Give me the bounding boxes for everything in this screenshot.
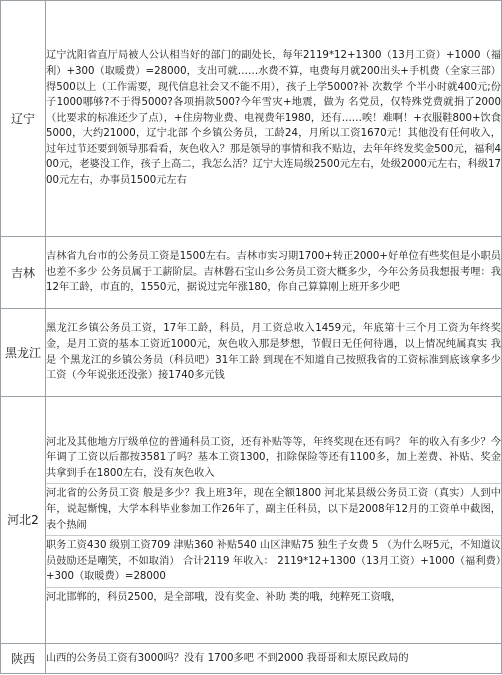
table-row — [1, 237, 502, 309]
table-row — [1, 644, 502, 674]
paragraph: 辽宁沈阳省直厅局被人公认相当好的部门的副处长，每年2119*12+1300（13月工资）+1000（福利）+300（取暖费）=28000，支出可就……水费不算，电费每月就200出头+手机费（全家三部）得500以上（工作需要，现代信息社会又不能不用），孩子上学5000?补 次数学 个半小时就400元;份子1000哪够?不于得5000?各项捐款500?今年雪灾+地震，做为 名党员，仅特殊党费就捐了2000（比要求的标准还少了点），+住房物业费、电视费年1980，还有……唉！难啊！+衣服鞋800+饮食5000，大约21000，辽宁北部 个乡镇公务员，工龄24，月所以工资1670元！其他没有任何收入，过年过节还要到领导那看看，灰色收入？那是领导的事情和我不贴边，去年年终发奖金500元，福利400元，老婆没工作，孩子上高二，我怎么活？辽宁大连局级2500元左右，处级2000元左右，科级1700元左右，办事员1500元左右 — [46, 50, 501, 187]
table-row — [1, 397, 502, 644]
province-cell: 吉林 — [1, 237, 46, 309]
paragraph: 职务工资430 级别工资709 津贴360 补贴540 山区津贴75 独生子女费 5 （为什么呀5元，不知道议员鼓励还是嘲笑，不如取消） 合计2119 年收入： 2119*12+1300（13月工资）+1000（福利费）+300（取暖费）=28000 — [46, 535, 501, 585]
description-cell — [46, 1, 502, 237]
paragraph: 吉林省九台市的公务员工资是1500左右。吉林市实习期1700+转正2000+好单位有些奖但是小职员也差不多少 公务员属于工薪阶层。吉林磐石宝山乡公务员工资大概多少，今年公务员我想报考哩：我12年工龄，市直的，1550元，据说过完年涨180，你自己算算刚上班开多少吧 — [46, 251, 501, 294]
paragraph: 河北省的公务员工资 般是多少？我上班3年，现在全额1800 河北某县级公务员工资（真实）人到中年，说起惭愧，大学本科毕业参加工作26年了，副主任科员，以下是2008年12月的工资单中截图，表个热闹 — [46, 483, 501, 533]
province-cell: 辽宁 — [1, 1, 46, 237]
province-cell: 陕西 — [1, 644, 46, 674]
description-cell — [46, 397, 502, 644]
table-row — [1, 309, 502, 397]
description-cell — [46, 237, 502, 309]
paragraph: 山西的公务员工资有3000吗？没有 1700多吧 不到2000 我哥哥和太原民政局的 — [46, 652, 409, 664]
paragraph: 黑龙江乡镇公务员工资，17年工龄，科员，月工资总收入1459元，年底第十三个月工资为年终奖金，是月工资的基本工资近1000元，灰色收入那是梦想，节假日无任何待遇，以上情况纯属真实 我是 个黑龙江的乡镇公务员（科员吧）31年工龄 到现在不知道自己按照我省的工资标准到底该拿多少工资（今年说张还没张）接1740多元钱 — [46, 323, 501, 382]
province-cell: 黑龙江 — [1, 309, 46, 397]
description-cell — [46, 309, 502, 397]
paragraph: 河北及其他地方厅级单位的普通科员工资，还有补贴等等，年终奖现在还有吗？ 年的收入有多少？今年调了工资以后都按3581了吗？基本工资1300，扣除保险等还有1100多，加上差费、补贴、奖金 共拿到手在1800左右，没有灰色收入 — [46, 436, 501, 479]
province-cell: 河北2 — [1, 397, 46, 644]
description-cell — [46, 644, 502, 674]
table-row — [1, 1, 502, 237]
paragraph: 河北邯郸的，科员2500，是全部哦，没有奖金、补助 类的哦，纯粹死工资哦， — [46, 587, 501, 606]
